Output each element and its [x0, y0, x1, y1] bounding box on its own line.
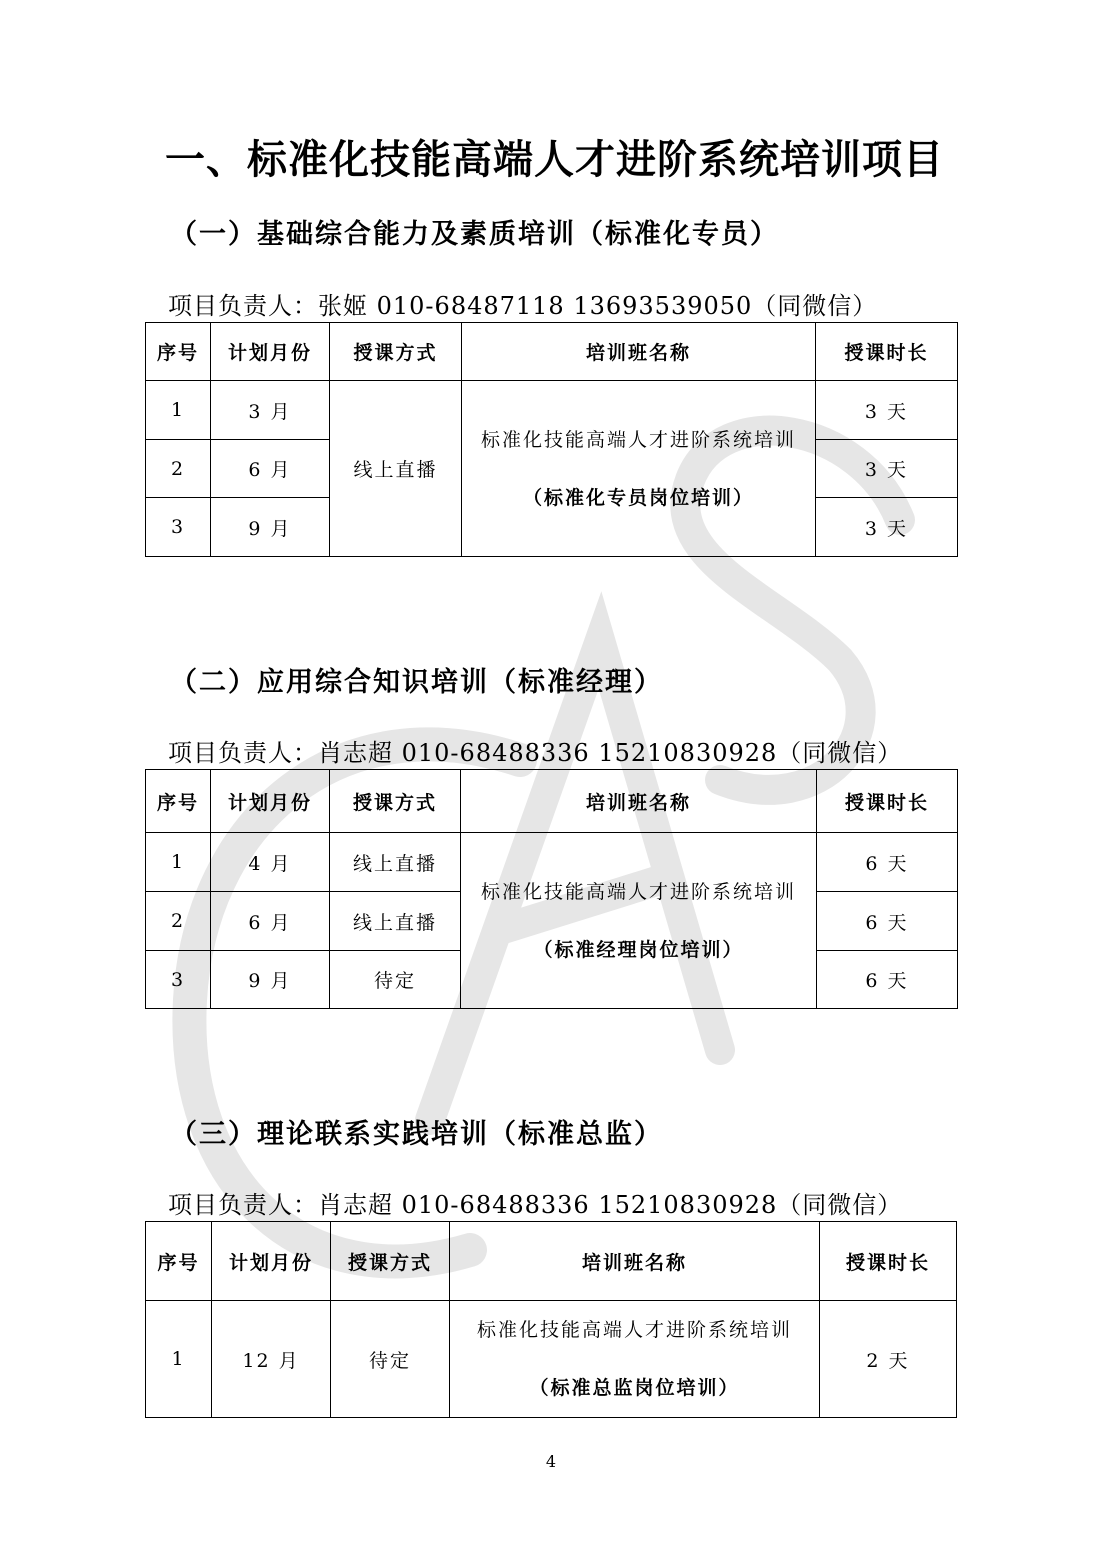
training-table-2 — [145, 769, 958, 1009]
training-table-3 — [145, 1221, 957, 1418]
cell-duration: 6 天 — [817, 833, 958, 892]
cell-no: 1 — [146, 833, 211, 892]
course-sub: （标准化专员岗位培训） — [522, 486, 754, 509]
cell-course — [450, 1301, 820, 1418]
cell-duration: 6 天 — [817, 892, 958, 951]
cell-month: 6 月 — [211, 440, 330, 498]
section-heading-2: （二）应用综合知识培训（标准经理） — [170, 667, 663, 698]
header-course: 培训班名称 — [462, 323, 816, 381]
table-row — [146, 833, 958, 892]
header-duration: 授课时长 — [820, 1222, 957, 1301]
cell-month: 4 月 — [211, 833, 330, 892]
header-no: 序号 — [146, 323, 211, 381]
page-title: 一、标准化技能高端人才进阶系统培训项目 — [165, 137, 944, 183]
header-month: 计划月份 — [211, 323, 330, 381]
course-name: 标准化技能高端人才进阶系统培训 — [476, 1319, 792, 1341]
header-no: 序号 — [146, 1222, 212, 1301]
contact-line-3: 项目负责人：肖志超 010-68488336 15210830928（同微信） — [168, 1191, 903, 1219]
cell-no: 2 — [146, 440, 211, 498]
header-course: 培训班名称 — [450, 1222, 820, 1301]
cell-mode: 待定 — [331, 1301, 450, 1418]
section-heading-3: （三）理论联系实践培训（标准总监） — [170, 1119, 663, 1150]
cell-course — [462, 381, 816, 557]
header-mode: 授课方式 — [330, 323, 462, 381]
course-name: 标准化技能高端人才进阶系统培训 — [480, 880, 796, 903]
cell-duration: 6 天 — [817, 951, 958, 1009]
cell-month: 6 月 — [211, 892, 330, 951]
contact-line-1: 项目负责人：张姬 010-68487118 13693539050（同微信） — [168, 292, 878, 320]
table-row — [146, 381, 958, 440]
cell-no: 1 — [146, 381, 211, 440]
cell-duration: 3 天 — [816, 498, 958, 557]
cell-duration: 3 天 — [816, 440, 958, 498]
header-month: 计划月份 — [212, 1222, 331, 1301]
cell-month: 12 月 — [212, 1301, 331, 1418]
header-mode: 授课方式 — [331, 1222, 450, 1301]
cell-duration: 2 天 — [820, 1301, 957, 1418]
header-duration: 授课时长 — [817, 770, 958, 833]
page-number: 4 — [545, 1452, 557, 1471]
cell-duration: 3 天 — [816, 381, 958, 440]
cell-no: 3 — [146, 951, 211, 1009]
cell-mode: 待定 — [330, 951, 461, 1009]
cell-course — [461, 833, 817, 1009]
header-month: 计划月份 — [211, 770, 330, 833]
header-duration: 授课时长 — [816, 323, 958, 381]
header-no: 序号 — [146, 770, 211, 833]
header-course: 培训班名称 — [461, 770, 817, 833]
cell-mode: 线上直播 — [330, 833, 461, 892]
cell-mode: 线上直播 — [330, 381, 462, 557]
cell-month: 3 月 — [211, 381, 330, 440]
course-sub: （标准经理岗位培训） — [533, 938, 744, 961]
cell-month: 9 月 — [211, 498, 330, 557]
cell-no: 3 — [146, 498, 211, 557]
contact-line-2: 项目负责人：肖志超 010-68488336 15210830928（同微信） — [168, 739, 903, 767]
course-sub: （标准总监岗位培训） — [529, 1377, 740, 1399]
table-row — [146, 1301, 957, 1418]
cell-mode: 线上直播 — [330, 892, 461, 951]
course-name: 标准化技能高端人才进阶系统培训 — [480, 428, 796, 451]
section-heading-1: （一）基础综合能力及素质培训（标准化专员） — [170, 219, 779, 250]
cell-no: 1 — [146, 1301, 212, 1418]
training-table-1 — [145, 322, 958, 557]
cell-month: 9 月 — [211, 951, 330, 1009]
header-mode: 授课方式 — [330, 770, 461, 833]
cell-no: 2 — [146, 892, 211, 951]
